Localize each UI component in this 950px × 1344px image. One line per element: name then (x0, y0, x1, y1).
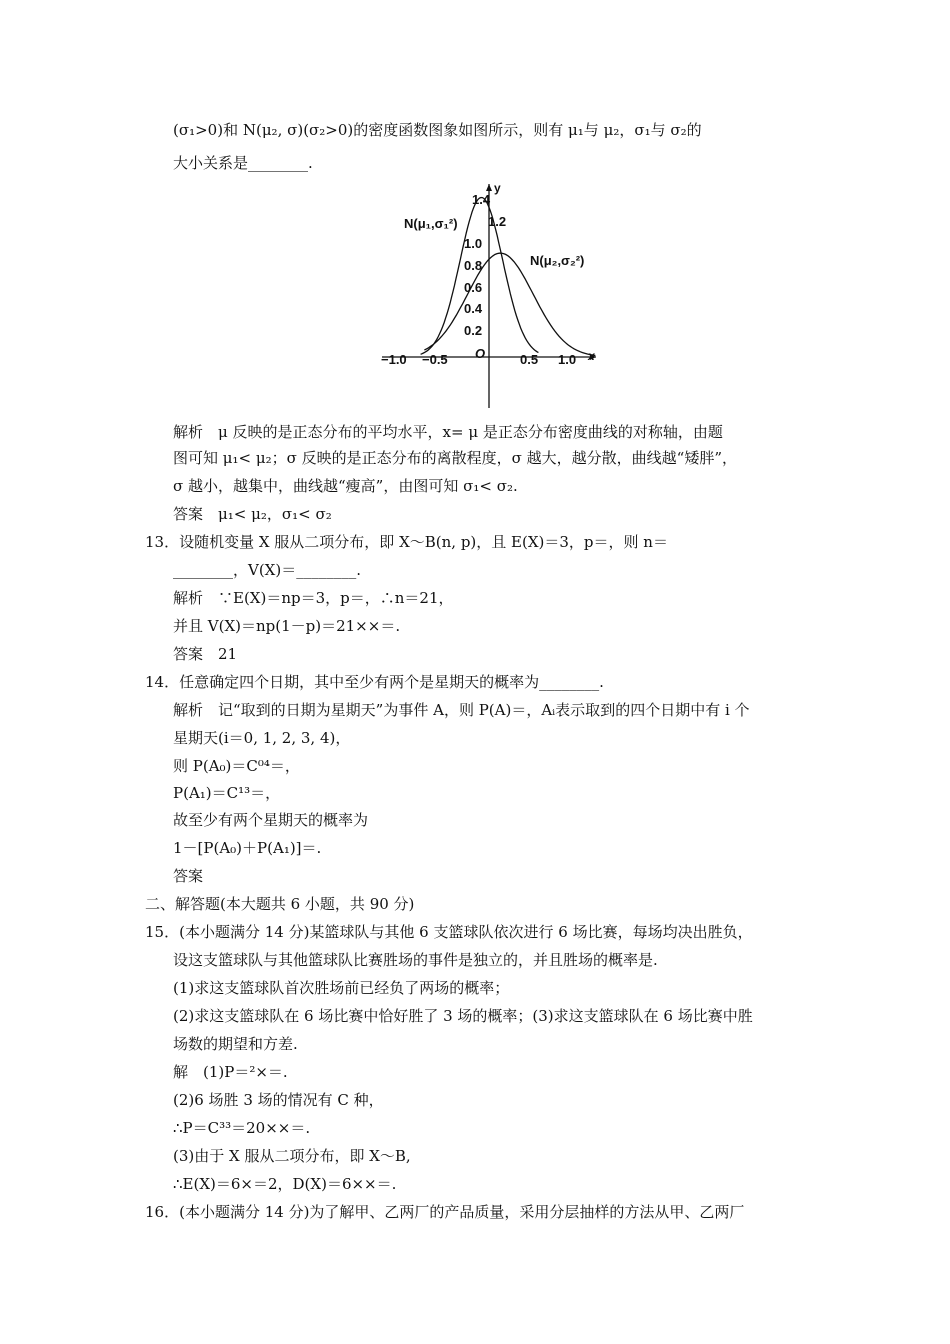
text-line-10: 并且 V(X)＝np(1－p)＝21××＝. (173, 617, 401, 635)
text-line-22: 设这支篮球队与其他篮球队比赛胜场的事件是独立的，并且胜场的概率是. (173, 951, 658, 969)
x-tick: 1.0 (558, 352, 577, 367)
text-line-15: 则 P(A₀)＝C⁰⁴＝， (173, 757, 300, 775)
text-line-20: 二、解答题(本大题共 6 小题，共 90 分) (145, 895, 415, 913)
y-tick: 0.6 (464, 280, 483, 295)
text-line-7: 13．设随机变量 X 服从二项分布，即 X～B(n, p)，且 E(X)＝3，p＝，则 n＝ (145, 533, 668, 551)
text-line-19: 答案 (173, 867, 204, 885)
text-line-24: (2)求这支篮球队在 6 场比赛中恰好胜了 3 场的概率；(3)求这支篮球队在 6 场比赛中胜 (173, 1007, 753, 1025)
x-tick: −1.0 (381, 352, 407, 367)
text-line-5: σ 越小，越集中，曲线越“瘦高”，由图可知 σ₁< σ₂. (173, 477, 518, 495)
x-tick: −0.5 (422, 352, 448, 367)
text-line-9: 解析 ∵E(X)＝np＝3，p＝，∴n＝21， (173, 589, 454, 607)
text-line-13: 解析 记“取到的日期为星期天”为事件 A，则 P(A)＝，Aᵢ表示取到的四个日期中有 i 个 (173, 701, 750, 719)
text-line-18: 1－[P(A₀)＋P(A₁)]＝. (173, 839, 322, 857)
origin-label: O (475, 346, 486, 361)
density-curves-figure (378, 180, 600, 410)
text-line-8: ________，V(X)＝________. (173, 561, 361, 579)
text-line-12: 14．任意确定四个日期，其中至少有两个是星期天的概率为________. (145, 673, 604, 691)
text-line-30: ∴E(X)＝6×＝2，D(X)＝6××＝. (173, 1175, 397, 1193)
text-line-16: P(A₁)＝C¹³＝， (173, 784, 281, 802)
text-line-25: 场数的期望和方差. (173, 1035, 298, 1053)
text-line-29: (3)由于 X 服从二项分布，即 X～B, (173, 1147, 411, 1165)
text-line-23: (1)求这支篮球队首次胜场前已经负了两场的概率； (173, 979, 510, 997)
text-line-21: 15．(本小题满分 14 分)某篮球队与其他 6 支篮球队依次进行 6 场比赛，每场均决出胜负， (145, 923, 753, 941)
y-tick: 1.0 (464, 236, 483, 251)
x-axis-label: x (588, 349, 595, 363)
y-tick: 1.4 (472, 192, 491, 207)
text-line-3: 解析 μ 反映的是正态分布的平均水平，x= μ 是正态分布密度曲线的对称轴，由题 (173, 423, 723, 441)
y-axis-label: y (494, 181, 501, 195)
y-tick: 0.4 (464, 301, 483, 316)
text-line-28: ∴P＝C³³＝20××＝. (173, 1119, 311, 1137)
text-line-11: 答案 21 (173, 645, 238, 663)
text-line-26: 解 (1)P＝²×＝. (173, 1063, 288, 1081)
y-axis-arrow (486, 184, 492, 191)
text-line-4: 图可知 μ₁< μ₂；σ 反映的是正态分布的离散程度，σ 越大，越分散，曲线越“矮胖”， (173, 449, 737, 467)
text-line-2: 大小关系是________. (173, 154, 313, 172)
y-tick: 0.2 (464, 323, 483, 338)
text-line-6: 答案 μ₁< μ₂，σ₁< σ₂ (173, 505, 332, 523)
y-tick: 0.8 (464, 258, 483, 273)
text-line-17: 故至少有两个星期天的概率为 (173, 811, 369, 829)
x-tick: 0.5 (520, 352, 539, 367)
y-tick: 1.2 (488, 214, 507, 229)
text-line-31: 16．(本小题满分 14 分)为了解甲、乙两厂的产品质量，采用分层抽样的方法从甲、乙两厂 (145, 1203, 745, 1221)
text-line-1: (σ₁>0)和 N(μ₂, σ)(σ₂>0)的密度函数图象如图所示，则有 μ₁与 μ₂，σ₁与 σ₂的 (173, 121, 702, 139)
text-line-27: (2)6 场胜 3 场的情况有 C 种， (173, 1091, 384, 1109)
curve-1-label: N(μ₁,σ₁²) (404, 216, 458, 231)
curve-2-label: N(μ₂,σ₂²) (530, 253, 585, 268)
text-line-14: 星期天(i＝0, 1, 2, 3, 4)， (173, 729, 351, 747)
